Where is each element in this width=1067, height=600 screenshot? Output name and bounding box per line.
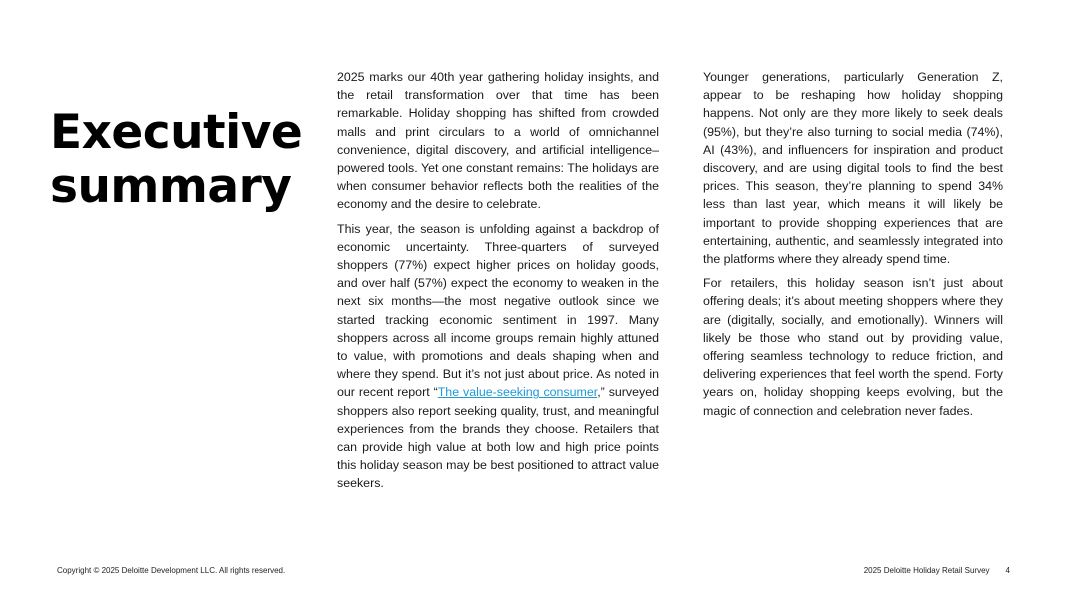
paragraph: Younger generations, particularly Generation Z, appear to be reshaping how holiday shopping happens. Not only are they more likely to seek deals (95%), but they’re also turning to social media (74%), AI (43%), and influencers for inspiration and product discovery, and are using digital tools to find the best prices. This season, they’re planning to spend 34% less than last year, which means it will likely be important to provide shopping experiences that are entertaining, authentic, and seamlessly integrated into the platforms where they already spend time. (703, 70, 1003, 267)
paragraph: 2025 marks our 40th year gathering holiday insights, and the retail transformation over that time has been remarkable. Holiday shopping has shifted from crowded malls and print circulars to a world of omnichannel convenience, digital discovery, and artificial intelligence–powered tools. Yet one constant remains: The holidays are when consumer behavior reflects both the realities of the economy and the desire to celebrate. (337, 70, 659, 212)
footer-copyright: Copyright © 2025 Deloitte Development LLC. All rights reserved. (57, 566, 286, 575)
page-number: 4 (1005, 566, 1010, 575)
page-title (50, 106, 302, 214)
value-seeking-consumer-link[interactable]: The value-seeking consumer (437, 385, 598, 400)
title-line-1: Executive (50, 105, 303, 160)
footer-report-name: 2025 Deloitte Holiday Retail Survey (863, 566, 990, 575)
body-column-right (703, 68, 1003, 426)
paragraph-with-link (337, 220, 659, 493)
title-line-2: summary (50, 159, 292, 214)
paragraph-text: ,” surveyed shoppers also report seeking quality, trust, and meaningful experiences from the brands they choose. Retailers that can provide high value at both low and high price points this holiday season may be best positioned to attract value seekers. (337, 385, 659, 491)
paragraph: For retailers, this holiday season isn’t just about offering deals; it’s about meeting shoppers where they are (digitally, socially, and emotionally). Winners will likely be those who stand out by providing value, offering seamless technology to reduce friction, and delivering experiences that feel worth the spend. Forty years on, holiday shopping keeps evolving, but the magic of connection and celebration never fades. (703, 276, 1003, 418)
footer-right (864, 566, 1010, 575)
paragraph-text: This year, the season is unfolding against a backdrop of economic uncertainty. Three-quarters of surveyed shoppers (77%) expect higher prices on holiday goods, and over half (57%) expect the economy to weaken in the next six months—the most negative outlook since we started tracking economic sentiment in 1997. Many shoppers across all income groups remain highly attuned to value, with promotions and deals shaping when and where they spend. But it’s not just about price. As noted in our recent report “ (337, 221, 659, 400)
body-column-left (337, 68, 659, 499)
